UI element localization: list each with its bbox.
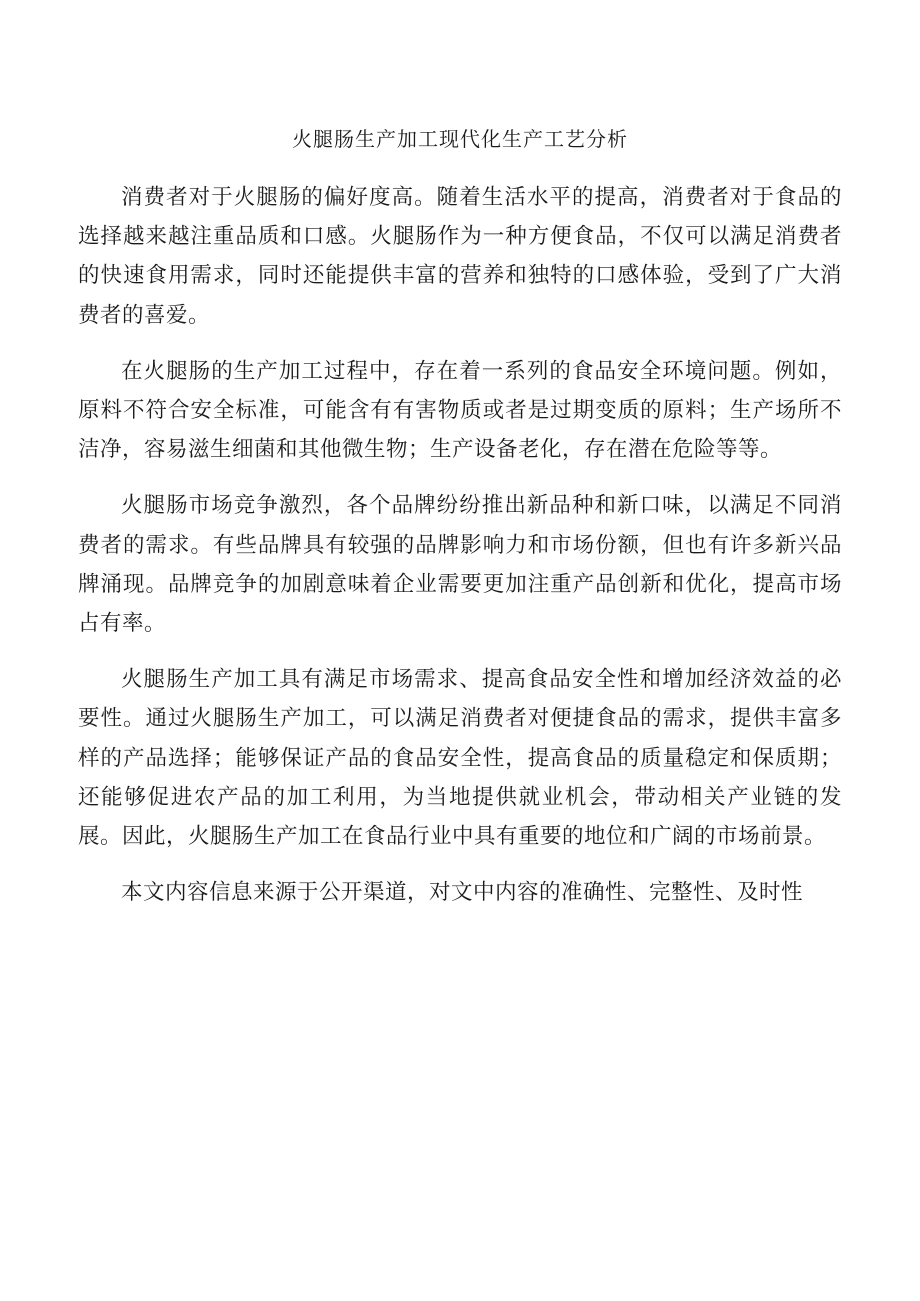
document-body <box>78 178 842 929</box>
paragraph-consumer-preference: 消费者对于火腿肠的偏好度高。随着生活水平的提高，消费者对于食品的选择越来越注重品质和口感。火腿肠作为一种方便食品，不仅可以满足消费者的快速食用需求，同时还能提供丰富的营养和独特的口感体验，受到了广大消费者的喜爱。 <box>78 185 842 328</box>
paragraph-market-competition: 火腿肠市场竞争激烈，各个品牌纷纷推出新品种和新口味，以满足不同消费者的需求。有些品牌具有较强的品牌影响力和市场份额，但也有许多新兴品牌涌现。品牌竞争的加剧意味着企业需要更加注重产品创新和优化，提高市场占有率。 <box>78 493 842 637</box>
paragraph-necessity: 火腿肠生产加工具有满足市场需求、提高食品安全性和增加经济效益的必要性。通过火腿肠生产加工，可以满足消费者对便捷食品的需求，提供丰富多样的产品选择；能够保证产品的食品安全性，提高食品的质量稳定和保质期；还能够促进农产品的加工利用，为当地提供就业机会，带动相关产业链的发展。因此，火腿肠生产加工在食品行业中具有重要的地位和广阔的市场前景。 <box>78 667 842 850</box>
paragraph-food-safety: 在火腿肠的生产加工过程中，存在着一系列的食品安全环境问题。例如，原料不符合安全标准，可能含有有害物质或者是过期变质的原料；生产场所不洁净，容易滋生细菌和其他微生物；生产设备老化，存在潜在危险等等。 <box>78 358 842 463</box>
document-title: 火腿肠生产加工现代化生产工艺分析 <box>292 127 628 151</box>
paragraph-disclaimer: 本文内容信息来源于公开渠道，对文中内容的准确性、完整性、及时性 <box>121 880 804 906</box>
